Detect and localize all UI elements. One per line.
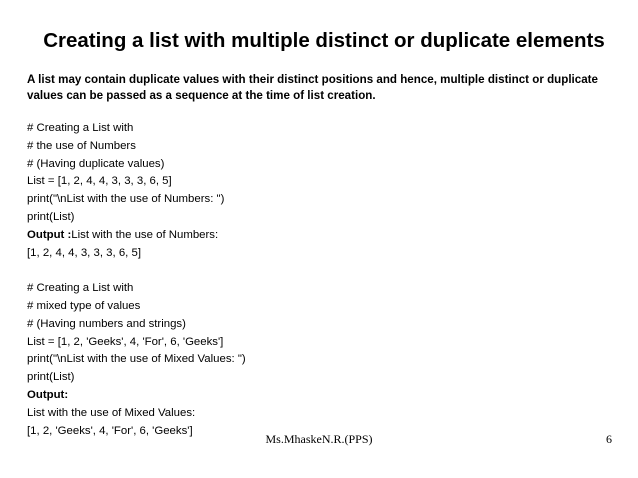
code-text: print("\nList with the use of Mixed Values: ") [27, 353, 246, 366]
footer-author: Ms.MhaskeN.R.(PPS) [265, 432, 373, 446]
code-line [27, 369, 617, 387]
code-text: print("\nList with the use of Numbers: ") [27, 193, 225, 206]
intro-paragraph: A list may contain duplicate values with their distinct positions and hence, multiple distinct or duplicate values can be passed as a sequence at the time of list creation. [27, 73, 598, 102]
code-line [27, 280, 617, 298]
output-label: Output: [27, 388, 69, 401]
code-line [27, 405, 617, 423]
code-line [27, 262, 617, 280]
code-text: List = [1, 2, 4, 4, 3, 3, 3, 6, 5] [27, 175, 172, 188]
code-line [27, 245, 617, 263]
code-line [27, 120, 617, 138]
code-text: # (Having duplicate values) [27, 157, 165, 170]
code-text: print(List) [27, 371, 75, 384]
code-text: # Creating a List with [27, 122, 134, 134]
code-line [27, 387, 617, 405]
code-text: print(List) [27, 210, 75, 223]
slide-title: Creating a list with multiple distinct or duplicate elements [43, 29, 605, 52]
code-text: List with the use of Mixed Values: [27, 406, 196, 419]
code-line [27, 138, 617, 156]
code-line [27, 351, 617, 369]
code-line [27, 173, 617, 191]
code-text: # mixed type of values [27, 299, 141, 312]
code-line [27, 209, 617, 227]
code-block [27, 120, 617, 440]
code-text: # (Having numbers and strings) [27, 317, 186, 330]
code-text: [1, 2, 4, 4, 3, 3, 3, 6, 5] [27, 246, 141, 259]
code-text: List = [1, 2, 'Geeks', 4, 'For', 6, 'Geeks'] [27, 335, 224, 348]
code-line [27, 156, 617, 174]
code-line [27, 191, 617, 209]
code-text: # Creating a List with [27, 282, 134, 295]
output-label: Output : [27, 228, 72, 241]
code-line [27, 316, 617, 334]
code-text: [1, 2, 'Geeks', 4, 'For', 6, 'Geeks'] [27, 424, 193, 437]
code-line [27, 227, 617, 245]
code-text: # the use of Numbers [27, 139, 136, 152]
code-line [27, 334, 617, 352]
code-text: List with the use of Numbers: [71, 228, 219, 241]
code-line [27, 298, 617, 316]
page-number: 6 [606, 432, 612, 446]
